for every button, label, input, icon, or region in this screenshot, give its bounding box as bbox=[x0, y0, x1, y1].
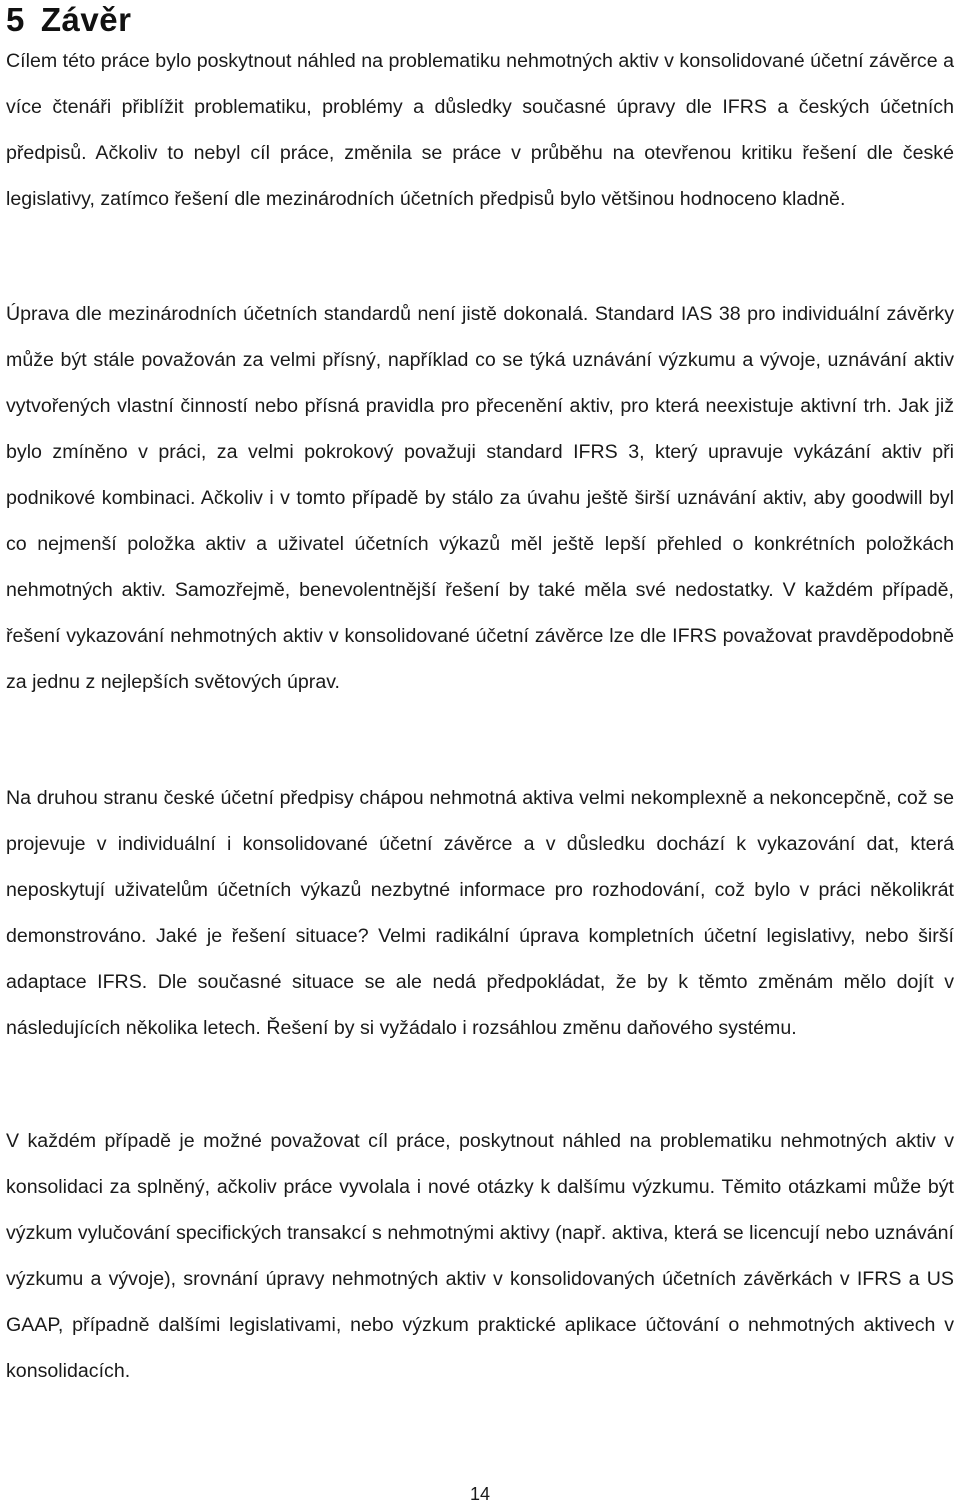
paragraph-czech-regulations: Na druhou stranu české účetní předpisy chápou nehmotná aktiva velmi nekomplexně a nekoncepčně, což se projevuje v individuální i konsolidované účetní závěrce a v důsledku dochází k vykazování dat, která neposkytují uživatelům účetních výkazů nezbytné informace pro rozhodování, což bylo v práci několikrát demonstrováno. Jaké je řešení situace? Velmi radikální úprava kompletních účetní legislativy, nebo širší adaptace IFRS. Dle současné situace se ale nedá předpokládat, že by k těmto změnám mělo dojít v následujících několika letech. Řešení by si vyžádalo i rozsáhlou změnu daňového systému. bbox=[6, 787, 954, 1039]
paragraph-conclusion: V každém případě je možné považovat cíl práce, poskytnout náhled na problematiku nehmotných aktiv v konsolidaci za splněný, ačkoliv práce vyvolala i nové otázky k dalšímu výzkumu. Těmito otázkami může být výzkum vylučování specifických transakcí s nehmotnými aktivy (např. aktiva, která se licencují nebo uznávání výzkumu a vývoje), srovnání úpravy nehmotných aktiv v konsolidovaných účetních závěrkách v IFRS a US GAAP, případně dalšími legislativami, nebo výzkum praktické aplikace účtování o nehmotných aktivech v konsolidacích. bbox=[6, 1130, 954, 1382]
page-number: 14 bbox=[469, 1484, 491, 1504]
chapter-title: Závěr bbox=[40, 1, 132, 38]
chapter-number: 5 bbox=[6, 1, 25, 38]
chapter-heading bbox=[6, 0, 131, 40]
paragraph-goal: Cílem této práce bylo poskytnout náhled na problematiku nehmotných aktiv v konsolidované účetní závěrce a více čtenáři přiblížit problematiku, problémy a důsledky současné úpravy dle IFRS a českých účetních předpisů. Ačkoliv to nebyl cíl práce, změnila se práce v průběhu na otevřenou kritiku řešení dle české legislativy, zatímco řešení dle mezinárodních účetních předpisů bylo většinou hodnoceno kladně. bbox=[6, 50, 954, 210]
paragraph-international-standards: Úprava dle mezinárodních účetních standardů není jistě dokonalá. Standard IAS 38 pro individuální závěrky může být stále považován za velmi přísný, například co se týká uznávání výzkumu a vývoje, uznávání aktiv vytvořených vlastní činností nebo přísná pravidla pro přecenění aktiv, pro která neexistuje aktivní trh. Jak již bylo zmíněno v práci, za velmi pokrokový považuji standard IFRS 3, který upravuje vykázání aktiv při podnikové kombinaci. Ačkoliv i v tomto případě by stálo za úvahu ještě širší uznávání aktiv, aby goodwill byl co nejmenší položka aktiv a uživatel účetních výkazů měl ještě lepší přehled o konkrétních položkách nehmotných aktiv. Samozřejmě, benevolentnější řešení by také měla své nedostatky. V každém případě, řešení vykazování nehmotných aktiv v konsolidované účetní závěrce lze dle IFRS považovat pravděpodobně za jednu z nejlepších světových úprav. bbox=[6, 303, 954, 693]
